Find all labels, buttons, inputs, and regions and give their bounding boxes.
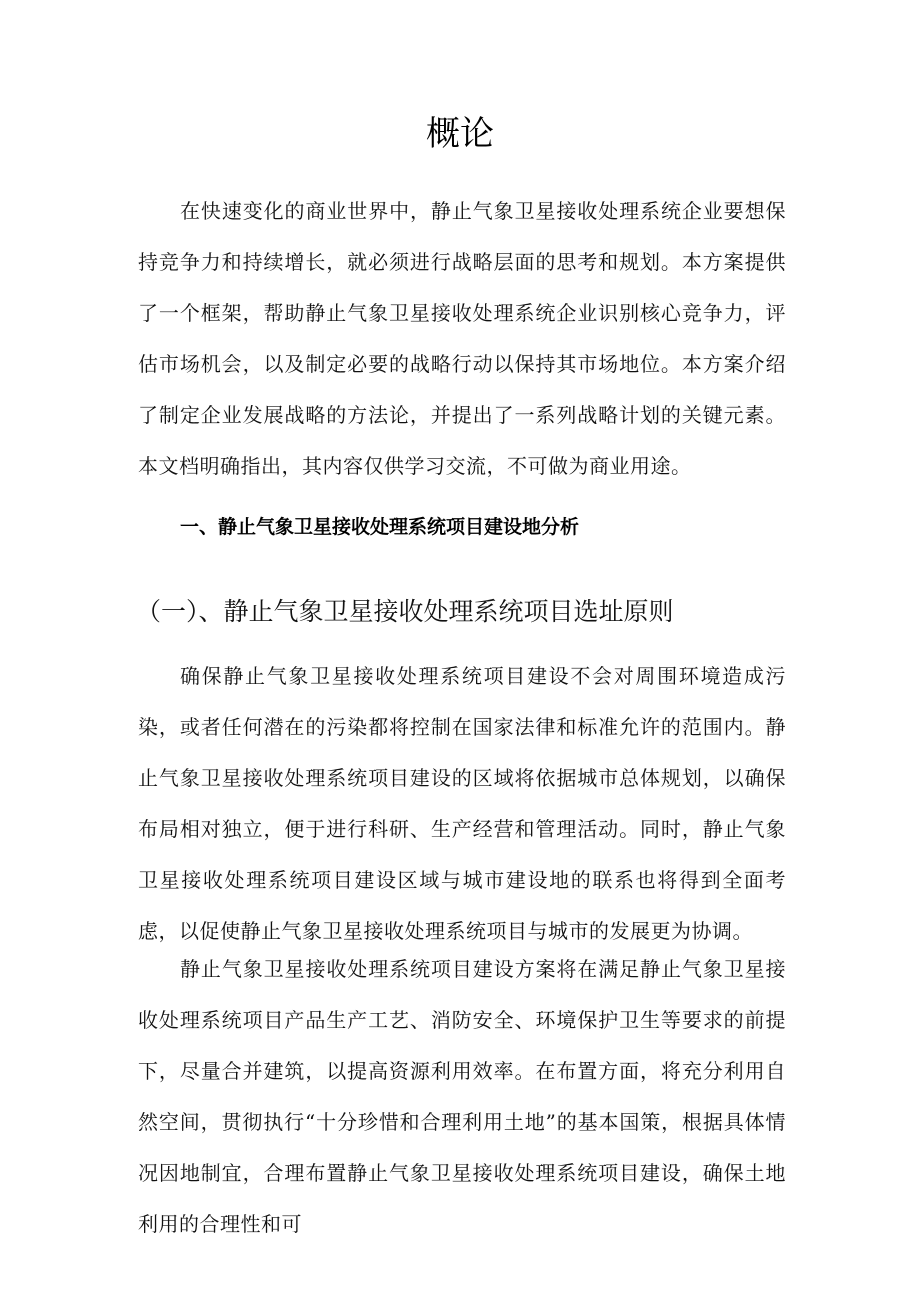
section-heading: 一、静止气象卫星接收处理系统项目建设地分析 <box>180 516 580 538</box>
body-paragraph: 静止气象卫星接收处理系统项目建设方案将在满足静止气象卫星接收处理系统项目产品生产工艺、消防安全、环境保护卫生等要求的前提下，尽量合并建筑，以提高资源利用效率。在布置方面，将充分利用自然空间，贯彻执行“十分珍惜和合理利用土地”的基本国策，根据具体情况因地制宜，合理布置静止气象卫星接收处理系统项目建设，确保土地利用的合理性和可 <box>138 957 786 1236</box>
subsection-heading: （一）、静止气象卫星接收处理系统项目选址原则 <box>136 597 674 626</box>
page-title: 概论 <box>426 114 494 154</box>
body-paragraph: 确保静止气象卫星接收处理系统项目建设不会对周围环境造成污染，或者任何潜在的污染都将控制在国家法律和标准允许的范围内。静止气象卫星接收处理系统项目建设的区域将依据城市总体规划，以确保布局相对独立，便于进行科研、生产经营和管理活动。同时，静止气象卫星接收处理系统项目建设区域与城市建设地的联系也将得到全面考虑，以促使静止气象卫星接收处理系统项目与城市的发展更为协调。 <box>138 664 786 943</box>
intro-paragraph: 在快速变化的商业世界中，静止气象卫星接收处理系统企业要想保持竞争力和持续增长，就必须进行战略层面的思考和规划。本方案提供了一个框架，帮助静止气象卫星接收处理系统企业识别核心竞争力，评估市场机会，以及制定必要的战略行动以保持其市场地位。本方案介绍了制定企业发展战略的方法论，并提出了一系列战略计划的关键元素。本文档明确指出，其内容仅供学习交流，不可做为商业用途。 <box>138 199 786 478</box>
